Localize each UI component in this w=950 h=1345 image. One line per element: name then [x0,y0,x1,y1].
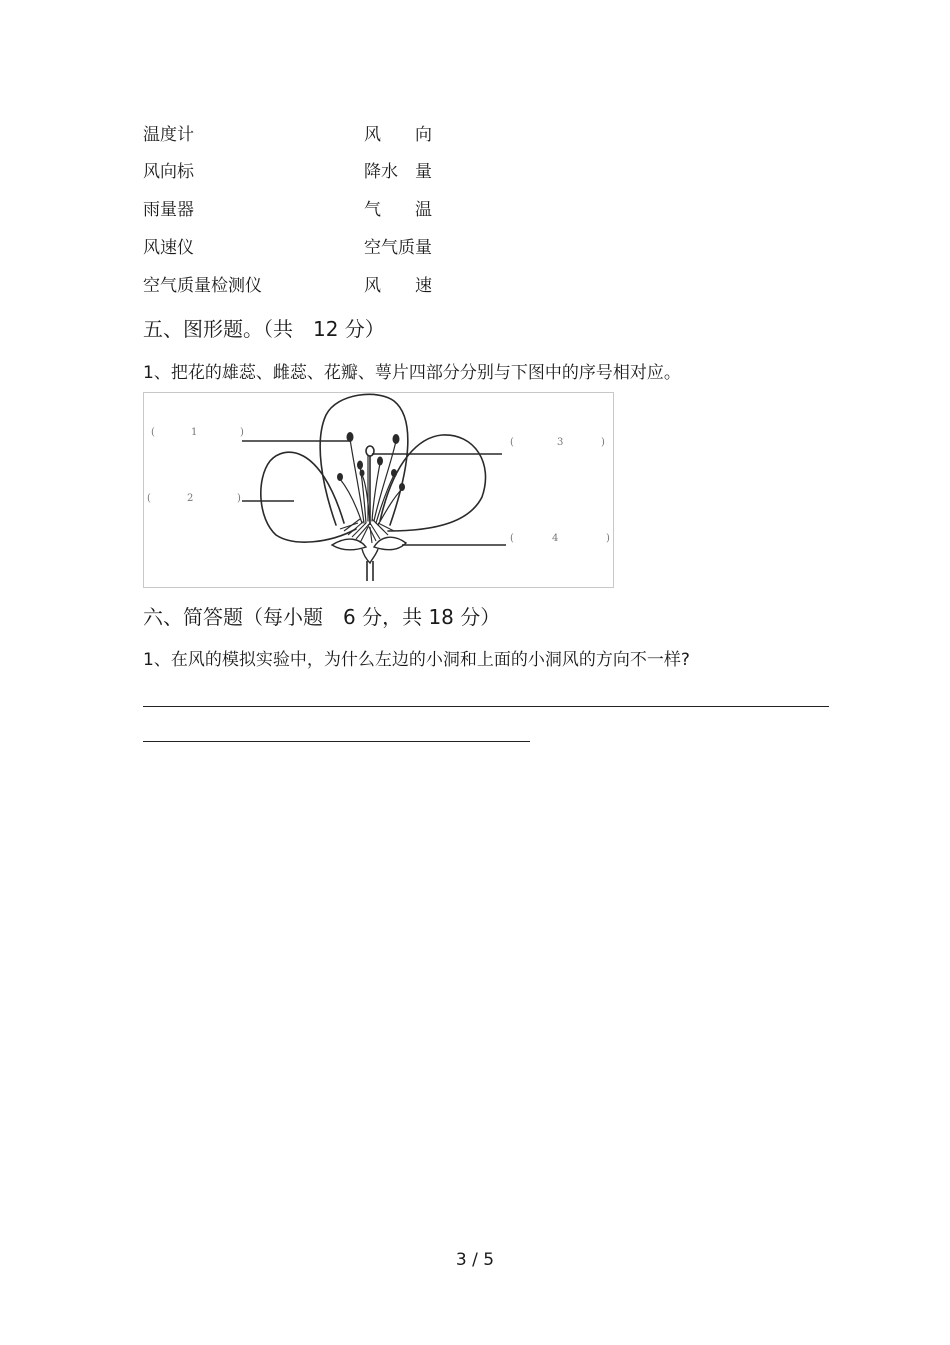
measure-text: 空气质量 [364,238,432,258]
figure-label-3: 3 [557,437,564,448]
label-close-paren: ) [601,437,605,448]
label-open-paren: ( [151,427,155,438]
question-text: 1、在风的模拟实验中，为什么左边的小洞和上面的小洞风的方向不一样? [143,650,690,670]
instrument-text: 风速仪 [143,238,194,258]
figure-label-1: 1 [191,427,198,438]
section-heading: 五、图形题。（共 12 分） [143,317,385,341]
figure-label-4: 4 [552,533,559,544]
matching-row [143,198,563,222]
label-open-paren: ( [510,437,514,448]
label-open-paren: ( [510,533,514,544]
instrument-text: 空气质量检测仪 [143,276,262,296]
sepals [332,537,406,563]
matching-row [143,236,563,260]
measure-text: 风 速 [364,276,432,296]
flower-drawing [144,393,615,589]
matching-row [143,160,563,184]
answer-line[interactable] [143,706,829,707]
stem [367,561,373,581]
right-petal [380,435,486,531]
instrument-text: 温度计 [143,125,194,145]
flower-diagram [143,392,614,588]
answer-line[interactable] [143,741,530,742]
label-close-paren: ) [606,533,610,544]
measure-text: 风 向 [364,125,432,145]
instrument-text: 风向标 [143,162,194,182]
page-number: 3 / 5 [455,1250,495,1270]
measure-text: 气 温 [364,200,432,220]
question-text: 1、把花的雄蕊、雌蕊、花瓣、萼片四部分分别与下图中的序号相对应。 [143,363,681,383]
measure-text: 降水 量 [364,162,432,182]
matching-row [143,274,563,298]
section-heading: 六、简答题（每小题 6 分，共 18 分） [143,605,501,629]
label-open-paren: ( [147,493,151,504]
figure-label-2: 2 [187,493,194,504]
label-close-paren: ) [240,427,244,438]
matching-row [143,123,563,147]
instrument-text: 雨量器 [143,200,194,220]
label-close-paren: ) [237,493,241,504]
